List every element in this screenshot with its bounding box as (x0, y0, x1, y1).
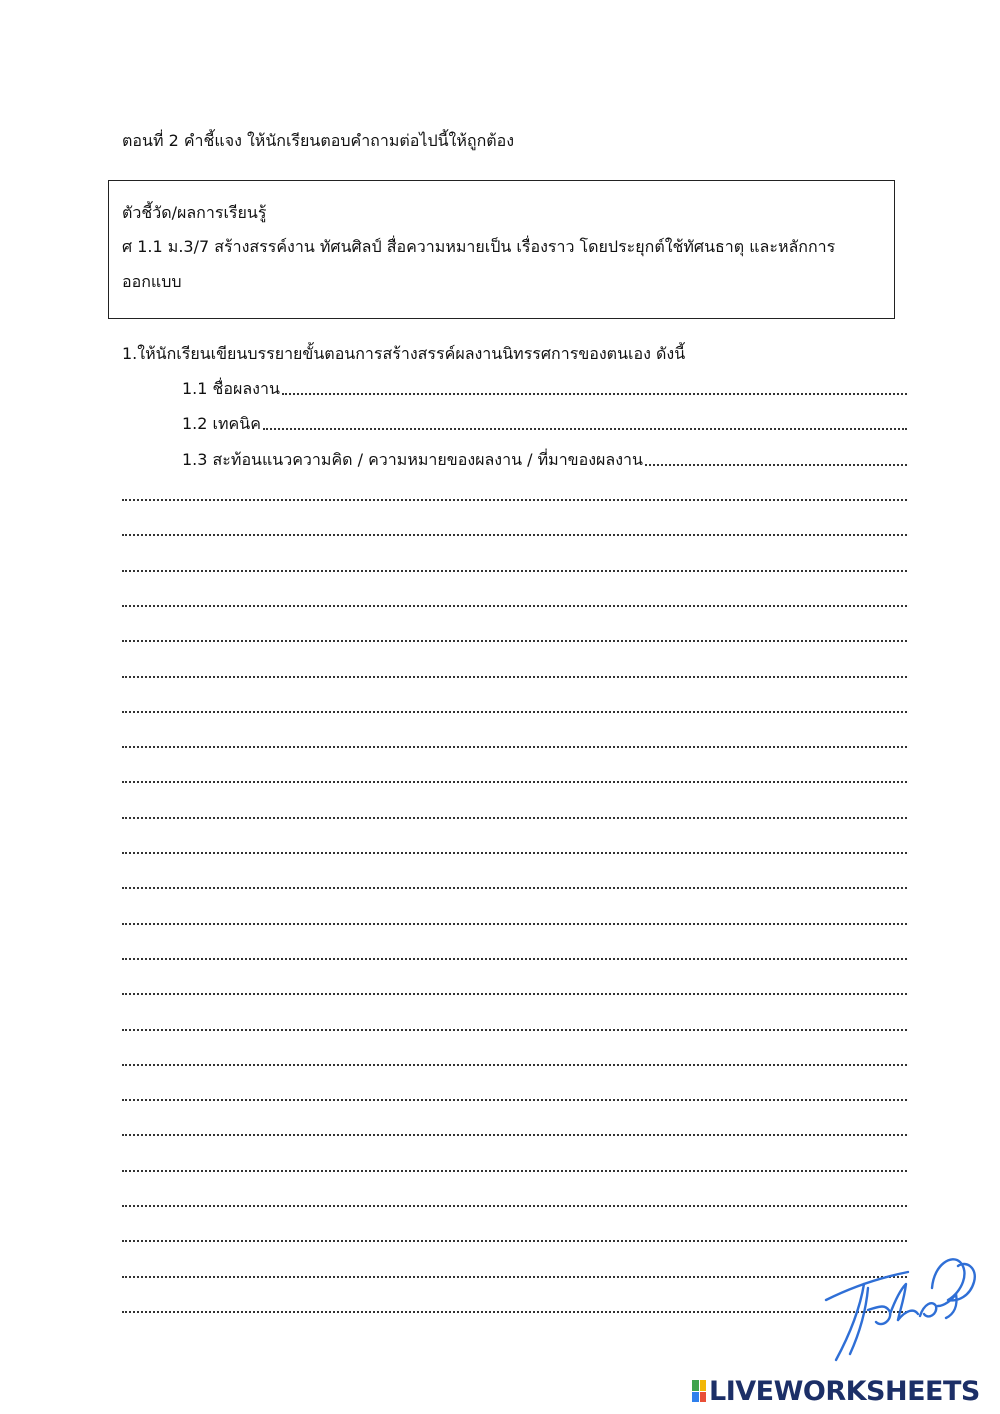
liveworksheets-logo[interactable] (692, 1376, 980, 1406)
answer-line[interactable] (122, 676, 907, 678)
answer-line[interactable] (122, 640, 907, 642)
signature (820, 1248, 980, 1368)
part-title: ตอนที่ 2 คำชี้แจง ให้นักเรียนตอบคำถามต่อไปนี้ให้ถูกต้อง (122, 131, 515, 150)
logo-badge-square (700, 1392, 707, 1403)
question-1-prompt: 1.ให้นักเรียนเขียนบรรยายขั้นตอนการสร้างสรรค์ผลงานนิทรรศการของตนเอง ดังนี้ (122, 344, 686, 363)
answer-blank[interactable] (645, 464, 907, 466)
answer-line[interactable] (122, 605, 907, 607)
answer-line[interactable] (122, 817, 907, 819)
indicator-heading: ตัวชี้วัด/ผลการเรียนรู้ (122, 203, 267, 222)
answer-line[interactable] (122, 1205, 907, 1207)
answer-line[interactable] (122, 746, 907, 748)
indicator-text-line-1: ศ 1.1 ม.3/7 สร้างสรรค์งาน ทัศนศิลป์ สื่อความหมายเป็น เรื่องราว โดยประยุกต์ใช้ทัศนธาตุ และหลักการ (122, 237, 836, 256)
answer-line[interactable] (122, 499, 907, 501)
answer-line[interactable] (122, 887, 907, 889)
logo-text: LIVEWORKSHEETS (709, 1375, 980, 1407)
sub-item-label: 1.3 สะท้อนแนวความคิด / ความหมายของผลงาน / ที่มาของผลงาน (182, 450, 643, 469)
sub-item-title (182, 379, 907, 399)
sub-item-label: 1.2 เทคนิค (182, 414, 261, 433)
answer-line[interactable] (122, 958, 907, 960)
answer-line[interactable] (122, 1029, 907, 1031)
answer-line[interactable] (122, 1134, 907, 1136)
answer-blank[interactable] (282, 393, 907, 395)
logo-badge-square (692, 1380, 699, 1391)
answer-line[interactable] (122, 923, 907, 925)
answer-line[interactable] (122, 781, 907, 783)
answer-line[interactable] (122, 1064, 907, 1066)
logo-badge-square (692, 1392, 699, 1403)
answer-line[interactable] (122, 534, 907, 536)
answer-line[interactable] (122, 1170, 907, 1172)
answer-line[interactable] (122, 993, 907, 995)
indicator-text-line-2: ออกแบบ (122, 272, 182, 291)
indicator-box (108, 180, 895, 319)
answer-line[interactable] (122, 1276, 907, 1278)
answer-line[interactable] (122, 711, 907, 713)
answer-line[interactable] (122, 1099, 907, 1101)
logo-badge-square (700, 1380, 707, 1391)
answer-line[interactable] (122, 1240, 907, 1242)
sub-item-label: 1.1 ชื่อผลงาน (182, 379, 280, 398)
sub-item-technique (182, 414, 907, 434)
answer-line[interactable] (122, 570, 907, 572)
answer-line[interactable] (122, 1311, 907, 1313)
answer-line[interactable] (122, 852, 907, 854)
sub-item-concept (182, 450, 907, 470)
logo-badge-icon (692, 1380, 706, 1402)
answer-blank[interactable] (263, 428, 907, 430)
